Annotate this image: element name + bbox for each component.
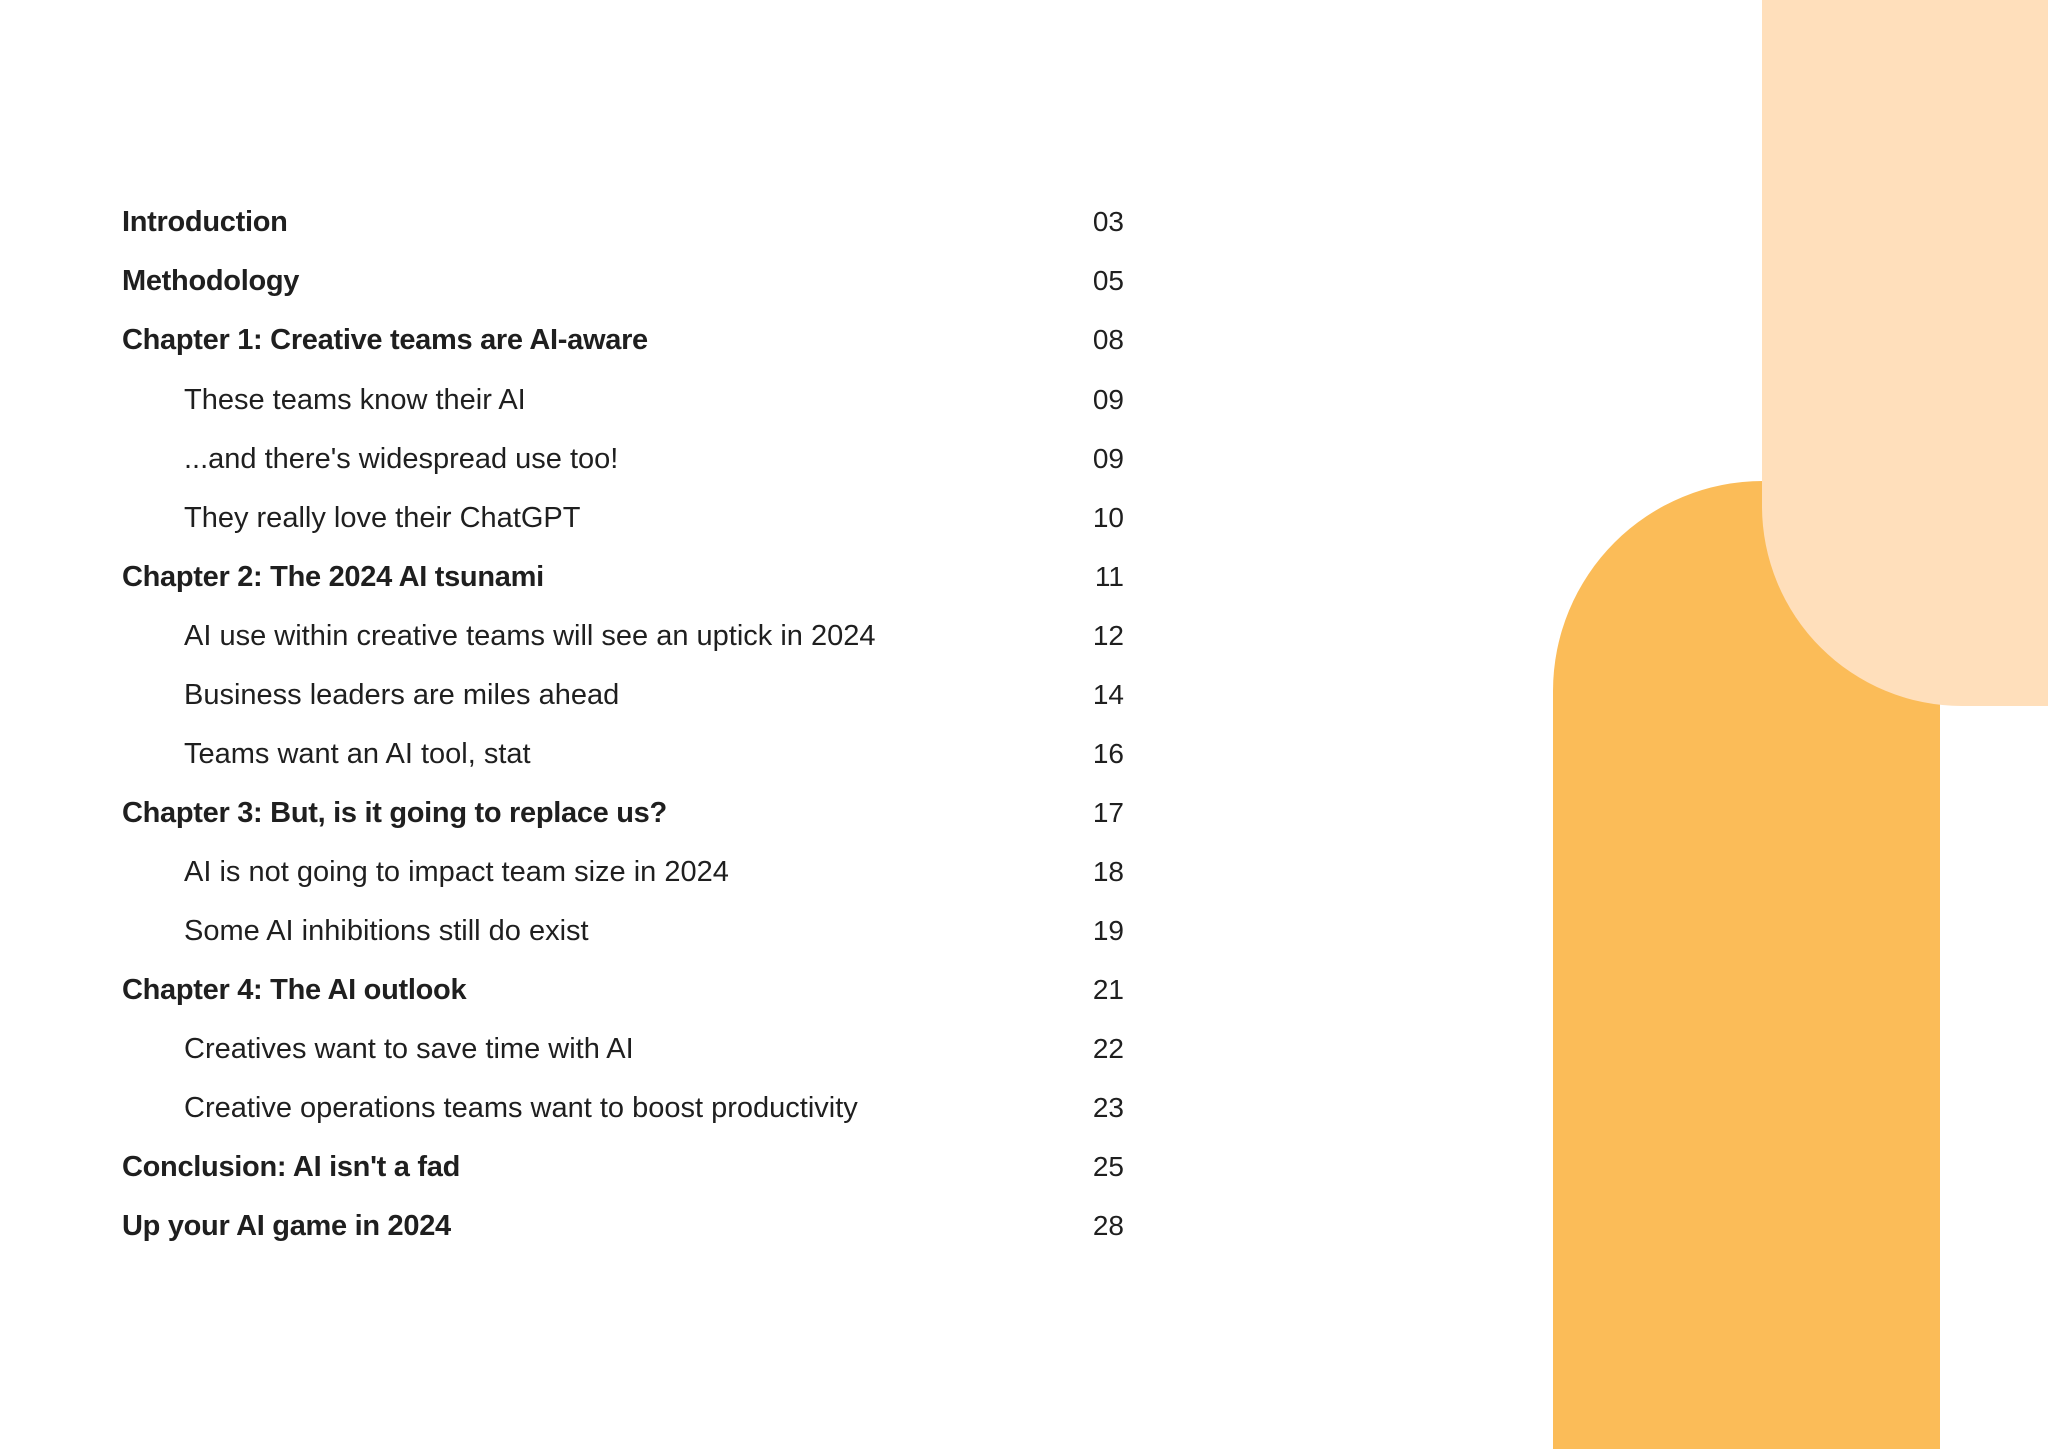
toc-entry-page-number: 10	[1092, 502, 1124, 533]
toc-entry-inhibitions[interactable]	[0, 907, 1124, 955]
toc-entry-team-size[interactable]	[0, 848, 1124, 896]
toc-entry-page-number: 11	[1094, 561, 1124, 592]
toc-entry-label: Business leaders are miles ahead	[184, 679, 620, 711]
toc-entry-label: They really love their ChatGPT	[184, 502, 581, 534]
toc-entry-chapter-1[interactable]	[0, 316, 1124, 364]
decorative-peach-shape	[1762, 0, 2048, 706]
toc-entry-label: Methodology	[122, 265, 300, 297]
toc-entry-ai-uptick[interactable]	[0, 612, 1124, 660]
toc-entry-label: Some AI inhibitions still do exist	[184, 915, 589, 947]
toc-entry-page-number: 21	[1092, 974, 1124, 1005]
toc-entry-page-number: 09	[1092, 443, 1124, 474]
toc-entry-page-number: 19	[1092, 915, 1124, 946]
toc-entry-page-number: 28	[1092, 1210, 1124, 1241]
toc-entry-conclusion[interactable]	[0, 1143, 1124, 1191]
toc-entry-page-number: 12	[1092, 620, 1124, 651]
toc-entry-page-number: 18	[1092, 856, 1124, 887]
toc-entry-page-number: 03	[1092, 206, 1124, 237]
toc-entry-methodology[interactable]	[0, 257, 1124, 305]
toc-entry-widespread-use[interactable]	[0, 435, 1124, 483]
toc-entry-label: Up your AI game in 2024	[122, 1210, 451, 1242]
toc-entry-page-number: 23	[1092, 1092, 1124, 1123]
toc-entry-label: Creative operations teams want to boost productivity	[184, 1092, 858, 1124]
toc-entry-save-time[interactable]	[0, 1025, 1124, 1073]
toc-entry-chapter-3[interactable]	[0, 789, 1124, 837]
toc-entry-up-your-game[interactable]	[0, 1202, 1124, 1250]
toc-entry-business-leaders[interactable]	[0, 671, 1124, 719]
toc-entry-label: AI is not going to impact team size in 2024	[184, 856, 729, 888]
toc-entry-know-their-ai[interactable]	[0, 376, 1124, 424]
toc-entry-page-number: 25	[1092, 1151, 1124, 1182]
toc-entry-label: Chapter 2: The 2024 AI tsunami	[122, 561, 544, 593]
toc-entry-page-number: 09	[1092, 384, 1124, 415]
toc-entry-label: Chapter 4: The AI outlook	[122, 974, 467, 1006]
toc-entry-boost-productivity[interactable]	[0, 1084, 1124, 1132]
toc-entry-label: Chapter 3: But, is it going to replace us?	[122, 797, 667, 829]
toc-entry-label: ...and there's widespread use too!	[184, 443, 619, 475]
toc-entry-page-number: 16	[1092, 738, 1124, 769]
toc-entry-page-number: 14	[1092, 679, 1124, 710]
toc-entry-chapter-4[interactable]	[0, 966, 1124, 1014]
toc-entry-label: Creatives want to save time with AI	[184, 1033, 634, 1065]
toc-entry-chapter-2[interactable]	[0, 553, 1124, 601]
toc-entry-label: Teams want an AI tool, stat	[184, 738, 531, 770]
toc-entry-ai-tool[interactable]	[0, 730, 1124, 778]
toc-entry-love-chatgpt[interactable]	[0, 494, 1124, 542]
toc-entry-page-number: 08	[1092, 324, 1124, 355]
toc-entry-label: Chapter 1: Creative teams are AI-aware	[122, 324, 648, 356]
toc-entry-label: AI use within creative teams will see an uptick in 2024	[184, 620, 876, 652]
toc-entry-page-number: 17	[1092, 797, 1124, 828]
toc-entry-page-number: 22	[1092, 1033, 1124, 1064]
toc-entry-page-number: 05	[1092, 265, 1124, 296]
toc-entry-introduction[interactable]	[0, 198, 1124, 246]
toc-entry-label: Introduction	[122, 206, 288, 238]
toc-entry-label: Conclusion: AI isn't a fad	[122, 1151, 460, 1183]
toc-entry-label: These teams know their AI	[184, 384, 526, 416]
